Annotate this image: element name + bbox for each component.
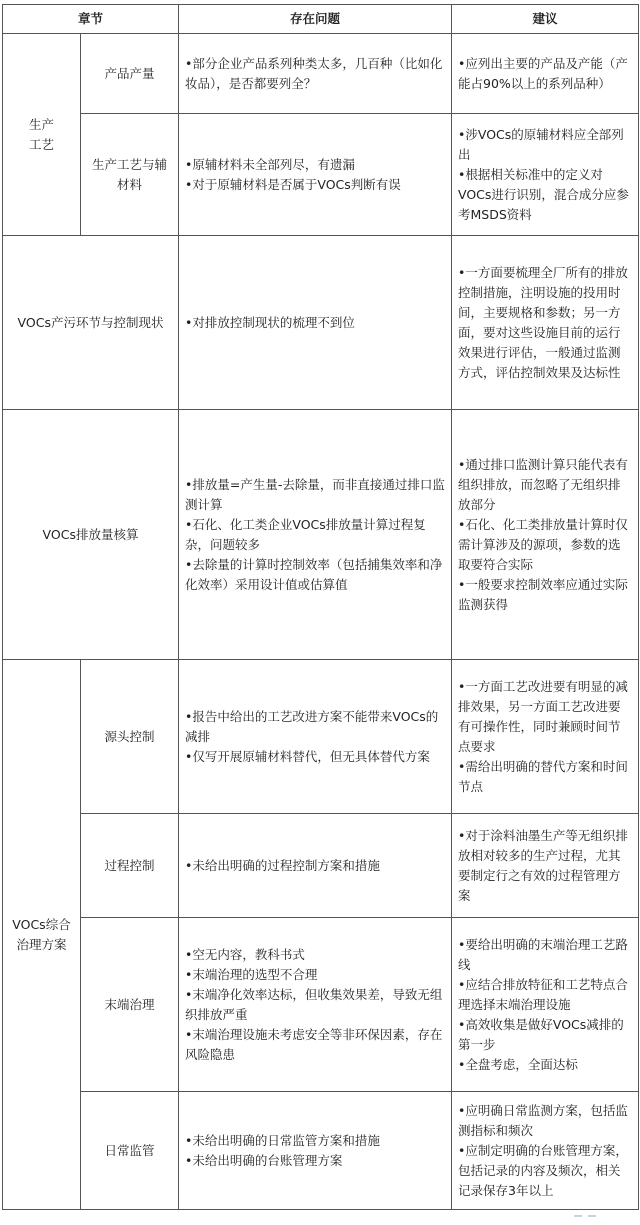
bullet-item: •一方面要梳理全厂所有的排放控制措施，注明设施的投用时间，主要规格和参数；另一方面，要对这些设施目前的运行效果进行评估，一般通过监测方式，评估控制效果及达标性 bbox=[458, 264, 628, 380]
sub-label-product-output: 产品产量 bbox=[81, 34, 179, 114]
bullet-item: •未给出明确的过程控制方案和措施 bbox=[185, 857, 380, 873]
problems-end-treatment bbox=[179, 918, 452, 1092]
problems-process-materials bbox=[179, 114, 452, 236]
bullet-item: •应列出主要的产品及产能（产能占90%以上的系列品种） bbox=[458, 55, 628, 91]
category-emission-accounting: VOCs排放量核算 bbox=[3, 410, 179, 660]
bullet-item: •应结合排放特征和工艺特点合理选择末端治理设施 bbox=[458, 976, 628, 1012]
advice-daily-monitoring bbox=[452, 1092, 639, 1210]
watermark-dash bbox=[588, 1215, 596, 1217]
sub-label-process-materials: 生产工艺与辅材料 bbox=[81, 114, 179, 236]
bullet-item: •根据相关标准中的定义对VOCs进行识别，混合成分应参考MSDS资料 bbox=[458, 166, 629, 222]
problems-product-output bbox=[179, 34, 452, 114]
watermark-dash bbox=[574, 1215, 582, 1217]
bullet-item: •应制定明确的台账管理方案，包括记录的内容及频次，相关记录保存3年以上 bbox=[458, 1142, 628, 1198]
row-source-control bbox=[3, 660, 639, 814]
row-daily-monitoring bbox=[3, 1092, 639, 1210]
problems-source-control bbox=[179, 660, 452, 814]
category-governance-plan: VOCs综合 治理方案 bbox=[3, 660, 81, 1210]
sub-label-source-control: 源头控制 bbox=[81, 660, 179, 814]
problems-emission-accounting bbox=[179, 410, 452, 660]
sub-label-process-control: 过程控制 bbox=[81, 814, 179, 918]
header-chapter: 章节 bbox=[3, 5, 179, 34]
row-emission-accounting bbox=[3, 410, 639, 660]
category-production-process: 生产 工艺 bbox=[3, 34, 81, 236]
bullet-item: •仅写开展原辅材料替代，但无具体替代方案 bbox=[185, 748, 430, 764]
bullet-item: •对排放控制现状的梳理不到位 bbox=[185, 314, 355, 330]
recommendation-table bbox=[2, 4, 639, 1210]
row-product-output bbox=[3, 34, 639, 114]
row-process-materials bbox=[3, 114, 639, 236]
problems-process-control bbox=[179, 814, 452, 918]
bullet-item: •高效收集是做好VOCs减排的第一步 bbox=[458, 1016, 624, 1052]
bullet-item: •全盘考虑，全面达标 bbox=[458, 1056, 578, 1072]
bullet-item: •部分企业产品系列种类太多，几百种（比如化妆品），是否都要列全？ bbox=[185, 55, 443, 91]
bullet-item: •末端治理的选型不合理 bbox=[185, 966, 318, 982]
page bbox=[0, 4, 640, 1225]
bullet-item: •未给出明确的日常监管方案和措施 bbox=[185, 1132, 380, 1148]
advice-process-materials bbox=[452, 114, 639, 236]
header-problems: 存在问题 bbox=[179, 5, 452, 34]
sub-label-end-treatment: 末端治理 bbox=[81, 918, 179, 1092]
bullet-item: •一方面工艺改进要有明显的减排效果，另一方面工艺改进要有可操作性，同时兼顾时间节点要求 bbox=[458, 678, 628, 754]
bullet-item: •对于涂料油墨生产等无组织排放相对较多的生产过程，尤其要制定行之有效的过程管理方案 bbox=[458, 827, 628, 903]
bullet-item: •排放量=产生量-去除量，而非直接通过排口监测计算 bbox=[185, 476, 445, 512]
bullet-item: •去除量的计算时控制效率（包括捕集效率和净化效率）采用设计值或估算值 bbox=[185, 556, 443, 592]
row-process-control bbox=[3, 814, 639, 918]
row-pollution-links bbox=[3, 236, 639, 410]
bullet-item: •末端治理设施未考虑安全等非环保因素，存在风险隐患 bbox=[185, 1026, 443, 1062]
advice-source-control bbox=[452, 660, 639, 814]
bullet-item: •对于原辅材料是否属于VOCs判断有误 bbox=[185, 176, 401, 192]
bullet-item: •涉VOCs的原辅材料应全部列出 bbox=[458, 126, 624, 162]
bullet-item: •空无内容，教科书式 bbox=[185, 946, 305, 962]
advice-emission-accounting bbox=[452, 410, 639, 660]
header-row bbox=[3, 5, 639, 34]
bullet-item: •未给出明确的台账管理方案 bbox=[185, 1152, 343, 1168]
problems-pollution-links bbox=[179, 236, 452, 410]
advice-end-treatment bbox=[452, 918, 639, 1092]
bullet-item: •石化、化工类企业VOCs排放量计算过程复杂，问题较多 bbox=[185, 516, 426, 552]
bullet-item: •末端净化效率达标，但收集效果差，导致无组织排放严重 bbox=[185, 986, 443, 1022]
category-pollution-links: VOCs产污环节与控制现状 bbox=[3, 236, 179, 410]
bullet-item: •一般要求控制效率应通过实际监测获得 bbox=[458, 576, 628, 612]
bullet-item: •原辅材料未全部列尽，有遗漏 bbox=[185, 156, 355, 172]
bullet-item: •应明确日常监测方案，包括监测指标和频次 bbox=[458, 1102, 628, 1138]
bullet-item: •需给出明确的替代方案和时间节点 bbox=[458, 758, 628, 794]
bullet-item: •石化、化工类排放量计算时仅需计算涉及的源项，参数的选取要符合实际 bbox=[458, 516, 628, 572]
bullet-item: •报告中给出的工艺改进方案不能带来VOCs的减排 bbox=[185, 708, 439, 744]
sub-label-daily-monitoring: 日常监管 bbox=[81, 1092, 179, 1210]
advice-product-output bbox=[452, 34, 639, 114]
bullet-item: •通过排口监测计算只能代表有组织排放，而忽略了无组织排放部分 bbox=[458, 456, 628, 512]
row-end-treatment bbox=[3, 918, 639, 1092]
problems-daily-monitoring bbox=[179, 1092, 452, 1210]
header-advice: 建议 bbox=[452, 5, 639, 34]
advice-pollution-links bbox=[452, 236, 639, 410]
bullet-item: •要给出明确的末端治理工艺路线 bbox=[458, 936, 628, 972]
advice-process-control bbox=[452, 814, 639, 918]
